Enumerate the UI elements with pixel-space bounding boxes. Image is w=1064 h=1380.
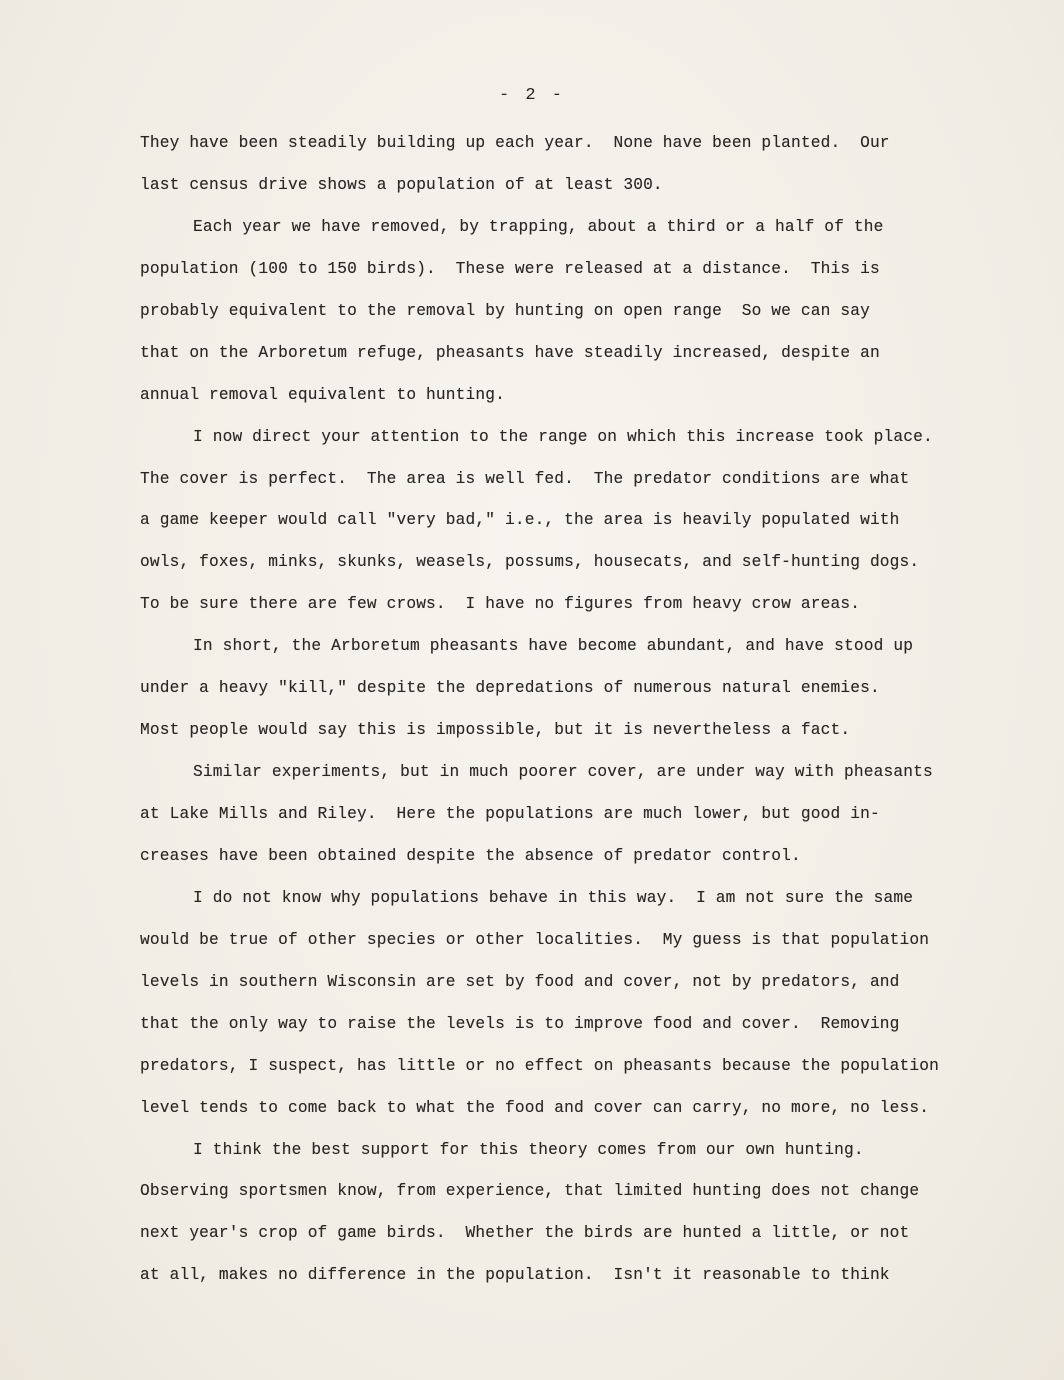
text-line: I think the best support for this theory comes from our own hunting. [193, 1140, 864, 1159]
text-line: level tends to come back to what the food and cover can carry, no more, no less. [140, 1098, 930, 1117]
text-line: next year's crop of game birds. Whether the birds are hunted a little, or not [140, 1224, 910, 1243]
text-line: In short, the Arboretum pheasants have become abundant, and have stood up [193, 637, 914, 656]
text-line: I do not know why populations behave in this way. I am not sure the same [193, 888, 914, 907]
text-line: last census drive shows a population of at least 300. [140, 175, 663, 194]
text-line: Similar experiments, but in much poorer cover, are under way with pheasants [193, 763, 933, 782]
page-number: - 2 - [498, 86, 565, 105]
text-line: at all, makes no difference in the population. Isn't it reasonable to think [140, 1266, 890, 1285]
text-line: that the only way to raise the levels is to improve food and cover. Removing [140, 1014, 900, 1033]
text-line: Most people would say this is impossible, but it is nevertheless a fact. [140, 721, 851, 740]
text-line: owls, foxes, minks, skunks, weasels, possums, housecats, and self-hunting dogs. [140, 553, 920, 572]
text-line: levels in southern Wisconsin are set by food and cover, not by predators, and [140, 972, 900, 991]
text-line: The cover is perfect. The area is well fed. The predator conditions are what [140, 469, 910, 488]
text-line: To be sure there are few crows. I have no figures from heavy crow areas. [140, 595, 861, 614]
text-line: creases have been obtained despite the absence of predator control. [140, 846, 801, 865]
text-line: that on the Arboretum refuge, pheasants have steadily increased, despite an [140, 343, 880, 362]
text-line: Observing sportsmen know, from experience, that limited hunting does not change [140, 1182, 920, 1201]
text-line: They have been steadily building up each year. None have been planted. Our [140, 134, 890, 152]
text-line: annual removal equivalent to hunting. [140, 385, 505, 404]
text-line: at Lake Mills and Riley. Here the populations are much lower, but good in- [140, 805, 880, 823]
text-line: probably equivalent to the removal by hunting on open range So we can say [140, 301, 870, 320]
document-body [140, 129, 1000, 1303]
text-line: Each year we have removed, by trapping, about a third or a half of the [193, 217, 884, 236]
text-line: predators, I suspect, has little or no effect on pheasants because the population [140, 1056, 939, 1075]
text-line: under a heavy "kill," despite the depredations of numerous natural enemies. [140, 679, 880, 698]
text-line: would be true of other species or other localities. My guess is that population [140, 930, 930, 949]
text-line: I now direct your attention to the range on which this increase took place. [193, 427, 933, 446]
text-line: a game keeper would call "very bad," i.e., the area is heavily populated with [140, 511, 900, 530]
text-line: population (100 to 150 birds). These were released at a distance. This is [140, 259, 880, 278]
